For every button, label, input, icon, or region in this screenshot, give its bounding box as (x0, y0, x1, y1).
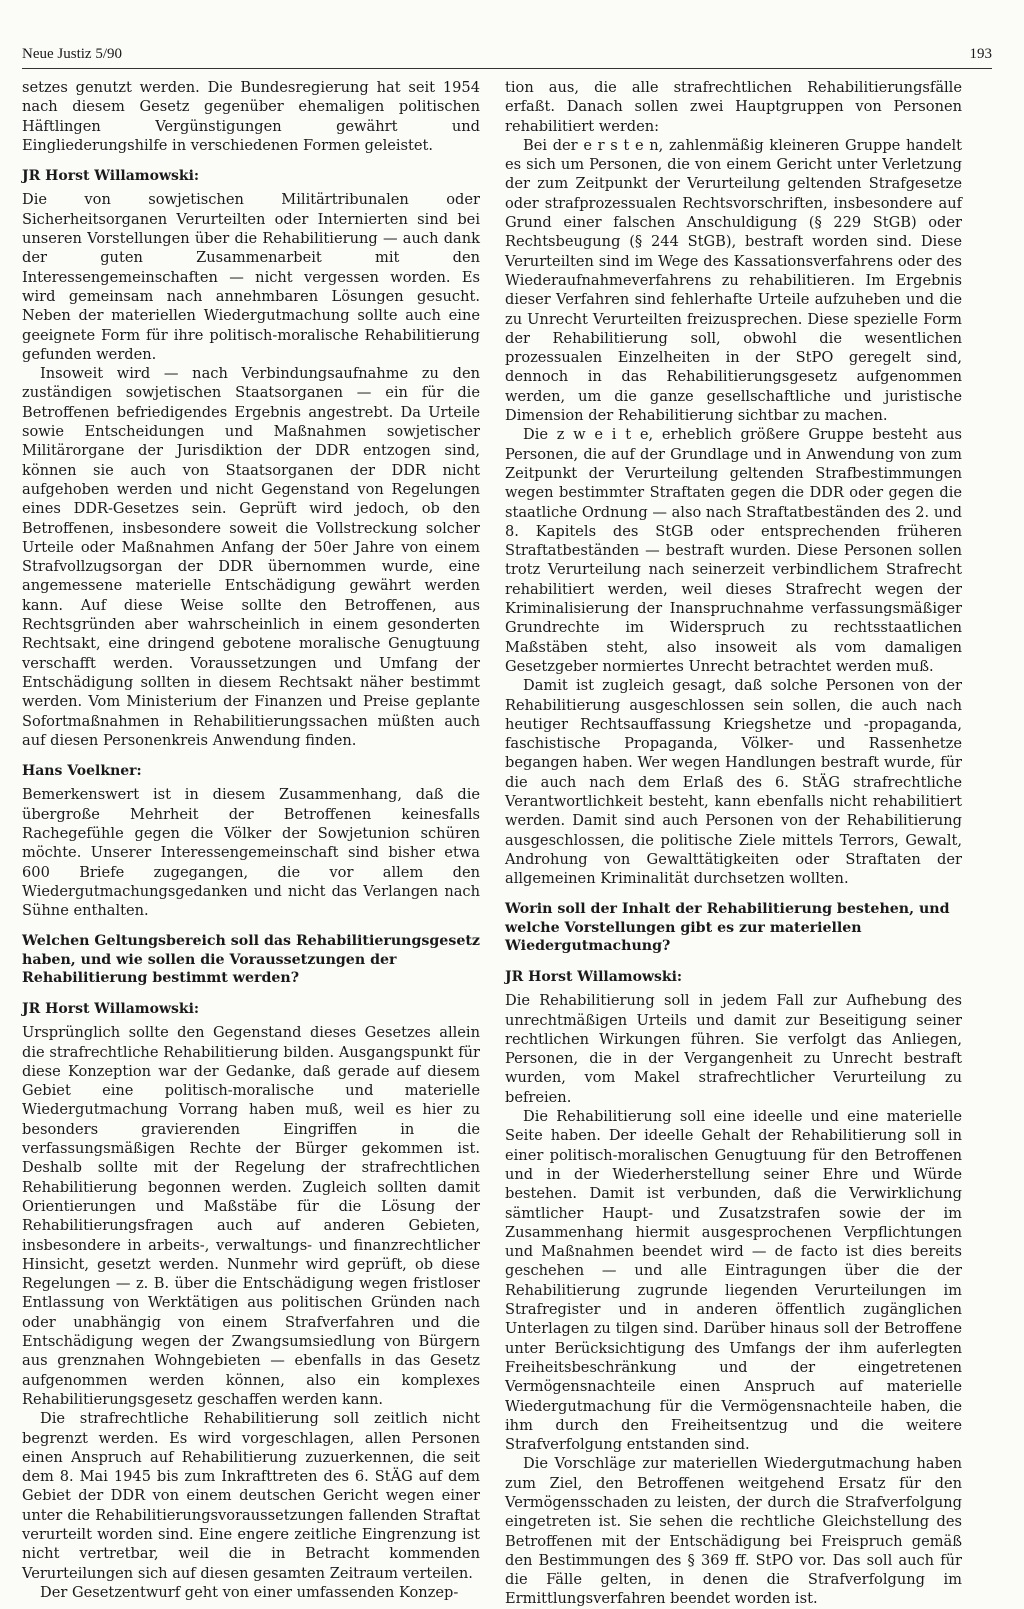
speaker-label: JR Horst Willamowski: (22, 168, 200, 185)
interview-question: Welchen Geltungsbereich soll das Rehabilitierungsgesetz haben, und wie sollen die Voraussetzungen der Rehabilitierung bestimmt werden? (22, 933, 480, 987)
paragraph: tion aus, die alle strafrechtlichen Rehabilitierungsfälle erfaßt. Danach sollen zwei Hauptgruppen von Personen rehabilitiert werden: (505, 79, 962, 135)
speaker-label: JR Horst Willamowski: (22, 1000, 200, 1017)
right-column (505, 78, 962, 1609)
paragraph: Die Rehabilitierung soll in jedem Fall zur Aufhebung des unrechtmäßigen Urteils und damit zur Beseitigung seiner rechtlichen Wirkungen führen. Sie verfolgt das Anliegen, Personen, die in der Vergangenheit zu Unrecht bestraft wurden, vom Makel strafrechtlicher Verurteilung zu befreien. (505, 992, 962, 1106)
interview-question: Worin soll der Inhalt der Rehabilitierung bestehen, und welche Vorstellungen gibt es zur materiellen Wiedergutmachung? (505, 901, 950, 955)
left-column (22, 78, 480, 1602)
paragraph: Ursprünglich sollte den Gegenstand dieses Gesetzes allein die strafrechtliche Rehabilitierung bilden. Ausgangspunkt für diese Konzeption war der Gedanke, daß gerade auf diesem Gebiet eine politisch-moralische und materielle Wiedergutmachung Vorrang haben muß, weil es hier zu besonders gravierenden Eingriffen in die verfassungsmäßigen Rechte der Bürger gekommen ist. Deshalb sollte mit der Regelung der strafrechtlichen Rehabilitierung begonnen werden. Zugleich sollten damit Orientierungen und Maßstäbe für die Lösung der Rehabilitierungsfragen auch auf anderen Gebieten, insbesondere in arbeits-, verwaltungs- und finanzrechtlicher Hinsicht, gesetzt werden. Nunmehr wird geprüft, ob diese Regelungen — z. B. über die Entschädigung wegen fristloser Entlassung von Werktätigen aus politischen Gründen nach oder unabhängig von einem Strafverfahren und die Entschädigung wegen der Zwangsumsiedlung von Bürgern aus grenznahen Wohngebieten — ebenfalls in das Gesetz aufgenommen werden können, also ein komplexes Rehabilitierungsgesetz geschaffen werden kann. (22, 1024, 480, 1408)
paragraph: Der Gesetzentwurf geht von einer umfassenden Konzep- (40, 1583, 459, 1601)
speaker-label: Hans Voelkner: (22, 763, 142, 780)
header-rule (22, 68, 992, 69)
paragraph: Damit ist zugleich gesagt, daß solche Personen von der Rehabilitierung ausgeschlossen sein sollen, die auch nach heutiger Rechtsauffassung Kriegshetze und -propaganda, faschistische Propaganda, Völker- und Rassenhetze begangen haben. Wer wegen Handlungen bestraft wurde, für die auch nach dem Erlaß des 6. StÄG strafrechtliche Verantwortlichkeit besteht, kann ebenfalls nicht rehabilitiert werden. Damit sind auch Personen von der Rehabilitierung ausgeschlossen, die politische Ziele mittels Terrors, Gewalt, Androhung von Gewalttätigkeiten oder Straftaten der allgemeinen Kriminalität durchsetzen wollten. (505, 677, 962, 888)
page-header (22, 46, 992, 68)
page-number: 193 (969, 46, 992, 62)
paragraph: Die z w e i t e, erheblich größere Gruppe besteht aus Personen, die auf der Grundlage und in Anwendung von zum Zeitpunkt der Verurteilung geltenden Strafbestimmungen wegen bestimmter Straftaten gegen die DDR oder gegen die staatliche Ordnung — also nach Straftatbeständen des 2. und 8. Kapitels des StGB oder entsprechenden früheren Straftatbeständen — bestraft wurden. Diese Personen sollen trotz Verurteilung nach seinerzeit verbindlichem Strafrecht rehabilitiert werden, weil dieses Strafrecht wegen der Kriminalisierung der Inanspruchnahme verfassungsmäßiger Grundrechte im Widerspruch zu rechtsstaatlichen Maßstäben steht, also insoweit als vom damaligen Gesetzgeber normiertes Unrecht betrachtet werden muß. (505, 426, 962, 675)
paragraph: setzes genutzt werden. Die Bundesregierung hat seit 1954 nach diesem Gesetz gegenüber ehemaligen politischen Häftlingen Vergünstigungen gewährt und Eingliederungshilfe in verschiedenen Formen geleistet. (22, 79, 480, 154)
paragraph: Die von sowjetischen Militärtribunalen oder Sicherheitsorganen Verurteilten oder Internierten sind bei unseren Vorstellungen über die Rehabilitierung — auch dank der guten Zusammenarbeit mit den Interessengemeinschaften — nicht vergessen worden. Es wird gemeinsam nach annehmbaren Lösungen gesucht. Neben der materiellen Wiedergutmachung sollte auch eine geeignete Form für ihre politisch-moralische Rehabilitierung gefunden werden. (22, 191, 480, 363)
paragraph: Insoweit wird — nach Verbindungsaufnahme zu den zuständigen sowjetischen Staatsorganen — ein für die Betroffenen befriedigendes Ergebnis angestrebt. Da Urteile sowie Entscheidungen und Maßnahmen sowjetischer Militärorgane der Jurisdiktion der DDR entzogen sind, können sie auch von Staatsorganen der DDR nicht aufgehoben werden und nicht Gegenstand von Regelungen eines DDR-Gesetzes sein. Geprüft wird jedoch, ob den Betroffenen, insbesondere soweit die Vollstreckung solcher Urteile oder Maßnahmen Anfang der 50er Jahre von einem Strafvollzugsorgan der DDR übernommen wurde, eine angemessene materielle Entschädigung gewährt werden kann. Auf diese Weise sollte den Betroffenen, aus Rechtsgründen aber wahrscheinlich in einem gesonderten Rechtsakt, eine dringend gebotene moralische Genugtuung verschafft werden. Voraussetzungen und Umfang der Entschädigung sollten in diesem Rechtsakt näher bestimmt werden. Vom Ministerium der Finanzen und Preise geplante Sofortmaßnahmen in Rehabilitierungssachen müßten auch auf diesen Personenkreis Anwendung finden. (22, 365, 480, 749)
paragraph: Bei der e r s t e n, zahlenmäßig kleineren Gruppe handelt es sich um Personen, die von einem Gericht unter Verletzung der zum Zeitpunkt der Verurteilung geltenden Strafgesetze oder strafprozessualen Rechtsvorschriften, insbesondere auf Grund einer falschen Anschuldigung (§ 229 StGB) oder Rechtsbeugung (§ 244 StGB), bestraft worden sind. Diese Verurteilten sind im Wege des Kassationsverfahrens oder des Wiederaufnahmeverfahrens zu rehabilitieren. Im Ergebnis dieser Verfahren sind fehlerhafte Urteile aufzuheben und die zu Unrecht Verurteilten freizusprechen. Diese spezielle Form der Rehabilitierung soll, obwohl die wesentlichen prozessualen Einzelheiten in der StPO geregelt sind, dennoch in das Rehabilitierungsgesetz aufgenommen werden, um die ganze gesellschaftliche und juristische Dimension der Rehabilitierung sichtbar zu machen. (505, 136, 962, 425)
paragraph: Die strafrechtliche Rehabilitierung soll zeitlich nicht begrenzt werden. Es wird vorgeschlagen, allen Personen einen Anspruch auf Rehabilitierung zuzuerkennen, die seit dem 8. Mai 1945 bis zum Inkrafttreten des 6. StÄG auf dem Gebiet der DDR von einem deutschen Gericht wegen einer unter die Rehabilitierungsvoraussetzungen fallenden Straftat verurteilt worden sind. Eine engere zeitliche Eingrenzung ist nicht vertretbar, weil die in Betracht kommenden Verurteilungen sich auf diesen gesamten Zeitraum verteilen. (22, 1410, 480, 1582)
paragraph: Die Vorschläge zur materiellen Wiedergutmachung haben zum Ziel, den Betroffenen weitgehend Ersatz für den Vermögensschaden zu leisten, der durch die Strafverfolgung eingetreten ist. Sie sehen die rechtliche Gleichstellung des Betroffenen mit der Entschädigung bei Freispruch gemäß den Bestimmungen des § 369 ff. StPO vor. Das soll auch für die Fälle gelten, in denen die Strafverfolgung im Ermittlungsverfahren beendet worden ist. (505, 1455, 962, 1608)
journal-title: Neue Justiz 5/90 (22, 46, 122, 62)
speaker-label: JR Horst Willamowski: (505, 968, 683, 985)
paragraph: Bemerkenswert ist in diesem Zusammenhang, daß die übergroße Mehrheit der Betroffenen keinesfalls Rachegefühle gegen die Völker der Sowjetunion schüren möchte. Unserer Interessengemeinschaft sind bisher etwa 600 Briefe zugegangen, die vor allem den Wiedergutmachungsgedanken und nicht das Verlangen nach Sühne enthalten. (22, 786, 480, 920)
paragraph: Die Rehabilitierung soll eine ideelle und eine materielle Seite haben. Der ideelle Gehalt der Rehabilitierung soll in einer politisch-moralischen Genugtuung für den Betroffenen und in der Wiederherstellung seiner Ehre und Würde bestehen. Damit ist verbunden, daß die Verwirklichung sämtlicher Haupt- und Zusatzstrafen sowie der im Zusammenhang hiermit ausgesprochenen Verpflichtungen und Maßnahmen beendet wird — de facto ist dies bereits geschehen — und alle Eintragungen über die der Rehabilitierung zugrunde liegenden Verurteilungen im Strafregister und in anderen öffentlich zugänglichen Unterlagen zu tilgen sind. Darüber hinaus soll der Betroffene unter Berücksichtigung des Umfangs der ihm auferlegten Freiheitsbeschränkung und der eingetretenen Vermögensnachteile einen Anspruch auf materielle Wiedergutmachung für die Vermögensnachteile haben, die ihm durch den Freiheitsentzug und die weitere Strafverfolgung entstanden sind. (505, 1108, 962, 1454)
